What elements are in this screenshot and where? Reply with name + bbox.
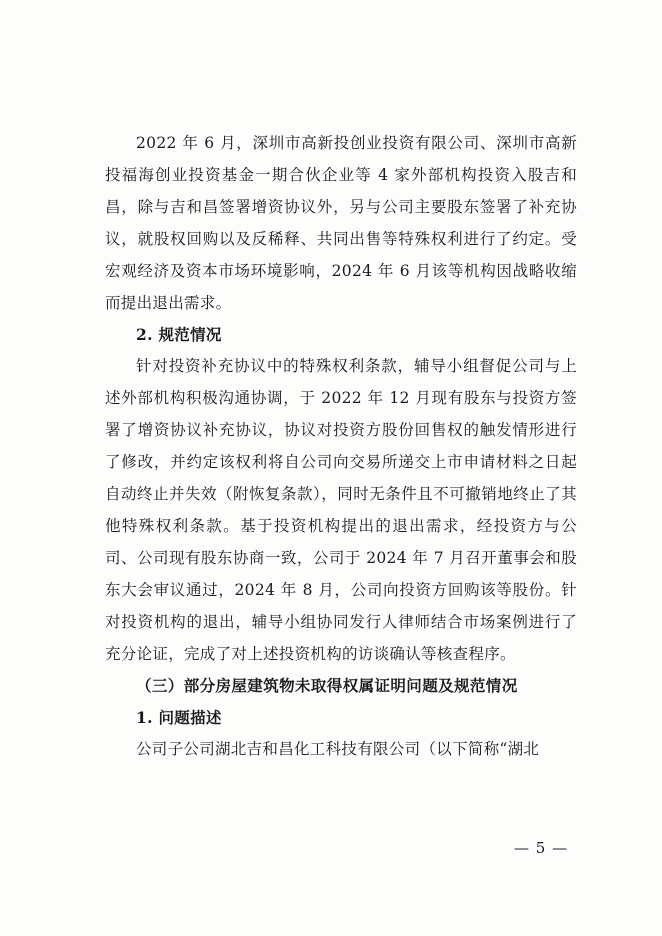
paragraph-investment-background: 2022 年 6 月，深圳市高新投创业投资有限公司、深圳市高新投福海创业投资基金一期合伙企业等 4 家外部机构投资入股吉和昌，除与吉和昌签署增资协议外，另与公司主要股东签署了补充协议，就股权回购以及反稀释、共同出售等特殊权利进行了约定。受宏观经济及资本市场环境影响，2024 年 6 月该等机构因战略收缩而提出退出需求。 [105, 134, 577, 312]
heading-problem-description: 1. 问题描述 [136, 708, 222, 728]
heading-remediation: 2. 规范情况 [136, 325, 222, 345]
page-number: — 5 — [514, 839, 569, 857]
paragraph-remediation: 针对投资补充协议中的特殊权利条款，辅导小组督促公司与上述外部机构积极沟通协调，于 2022 年 12 月现有股东与投资方签署了增资协议补充协议，协议对投资方股份回售权的触发情形进行了修改，并约定该权利将自公司向交易所递交上市申请材料之日起自动终止并失效（附恢复条款），同时无条件且不可撤销地终止了其他特殊权利条款。基于投资机构提出的退出需求，经投资方与公司、公司现有股东协商一致，公司于 2024 年 7 月召开董事会和股东大会审议通过，2024 年 8 月，公司向投资方回购该等股份。针对投资机构的退出，辅导小组协同发行人律师结合市场案例进行了充分论证，完成了对上述投资机构的访谈确认等核查程序。 [105, 357, 577, 663]
document-body [105, 128, 577, 766]
paragraph-subsidiary: 公司子公司湖北吉和昌化工科技有限公司（以下简称“湖北 [136, 740, 540, 759]
section-heading-property-title: （三）部分房屋建筑物未取得权属证明问题及规范情况 [136, 676, 518, 696]
